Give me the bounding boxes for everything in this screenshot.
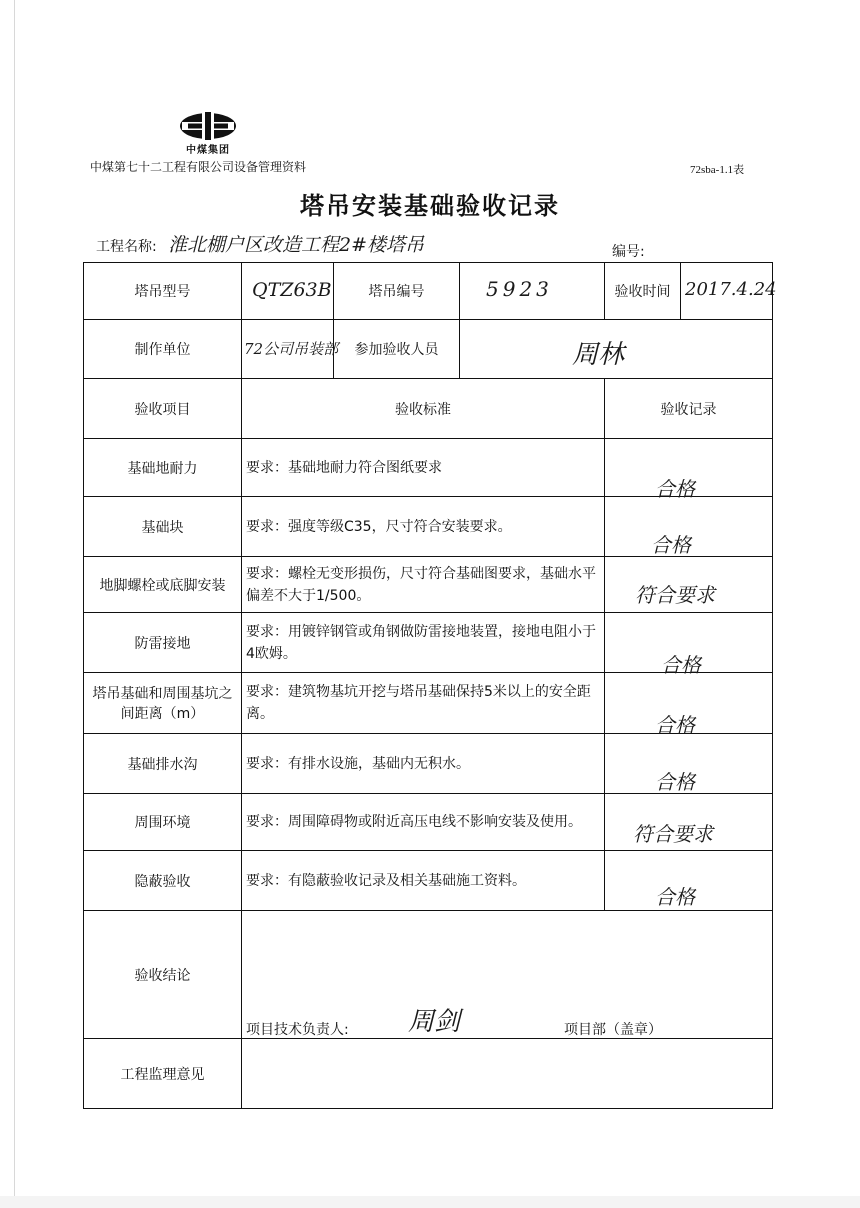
document-title: 塔吊安装基础验收记录 — [300, 192, 560, 220]
item-standard: 要求：有排水设施，基础内无积水。 — [242, 734, 605, 794]
table-row — [84, 613, 773, 673]
date-label: 验收时间 — [605, 263, 681, 320]
col-record-header: 验收记录 — [605, 379, 773, 439]
item-record: 合格 — [655, 713, 695, 737]
item-name: 基础排水沟 — [84, 734, 242, 794]
crane-number-value: 5923 — [486, 277, 553, 301]
item-name: 隐蔽验收 — [84, 851, 242, 911]
table-row — [84, 851, 773, 911]
item-name: 基础块 — [84, 497, 242, 557]
supervision-opinion — [242, 1039, 773, 1109]
item-standard: 要求：有隐蔽验收记录及相关基础施工资料。 — [242, 851, 605, 911]
conclusion-label: 验收结论 — [84, 911, 242, 1039]
col-item-header: 验收项目 — [84, 379, 242, 439]
info-row-1 — [84, 263, 773, 320]
participants-value: 周林 — [572, 340, 625, 370]
maker-label: 制作单位 — [84, 320, 242, 379]
supervision-row — [84, 1039, 773, 1109]
supervision-label: 工程监理意见 — [84, 1039, 242, 1109]
maker-value: 72公司吊装部 — [244, 340, 339, 358]
column-header-row — [84, 379, 773, 439]
model-value: QTZ63B — [252, 279, 332, 301]
info-row-2 — [84, 320, 773, 379]
item-record: 合格 — [655, 770, 695, 794]
item-standard: 要求：用镀锌钢管或角钢做防雷接地装置，接地电阻小于4欧姆。 — [242, 613, 605, 673]
form-code: 72sba-1.1表 — [690, 164, 745, 176]
item-name: 周围环境 — [84, 794, 242, 851]
item-name: 基础地耐力 — [84, 439, 242, 497]
item-record: 合格 — [651, 533, 691, 557]
table-row — [84, 734, 773, 794]
scan-edge — [14, 0, 15, 1200]
table-row — [84, 673, 773, 734]
model-label: 塔吊型号 — [84, 263, 242, 320]
department-seal-label: 项目部（盖章） — [564, 1022, 662, 1038]
item-standard: 要求：周围障碍物或附近高压电线不影响安装及使用。 — [242, 794, 605, 851]
date-value: 2017.4.24 — [685, 279, 777, 300]
item-record: 符合要求 — [635, 583, 715, 607]
item-record: 符合要求 — [633, 822, 713, 846]
tech-lead-signature: 周剑 — [408, 1007, 461, 1037]
table-row — [84, 439, 773, 497]
table-row — [84, 794, 773, 851]
project-name-value: 淮北棚户区改造工程2#楼塔吊 — [168, 234, 425, 256]
project-name-label: 工程名称: — [96, 239, 157, 255]
item-name: 地脚螺栓或底脚安装 — [84, 557, 242, 613]
item-standard: 要求：建筑物基坑开挖与塔吊基础保持5米以上的安全距离。 — [242, 673, 605, 734]
item-name: 防雷接地 — [84, 613, 242, 673]
conclusion-row — [84, 911, 773, 1039]
number-label: 编号: — [612, 244, 645, 260]
company-name: 中煤第七十二工程有限公司设备管理资料 — [90, 160, 307, 174]
participants-label: 参加验收人员 — [334, 320, 460, 379]
col-standard-header: 验收标准 — [242, 379, 605, 439]
item-standard: 要求：基础地耐力符合图纸要求 — [242, 439, 605, 497]
item-standard: 要求：螺栓无变形损伤，尺寸符合基础图要求，基础水平偏差不大于1/500。 — [242, 557, 605, 613]
item-record: 合格 — [655, 477, 695, 501]
table-row — [84, 557, 773, 613]
scan-edge-bottom — [0, 1196, 860, 1208]
crane-number-label: 塔吊编号 — [334, 263, 460, 320]
inspection-table — [83, 262, 777, 1109]
logo-caption: 中煤集团 — [186, 145, 230, 156]
item-standard: 要求：强度等级C35，尺寸符合安装要求。 — [242, 497, 605, 557]
tech-lead-label: 项目技术负责人: — [246, 1022, 349, 1038]
table-row — [84, 497, 773, 557]
item-name: 塔吊基础和周围基坑之间距离（m） — [84, 673, 242, 734]
item-record: 合格 — [661, 653, 701, 677]
item-record: 合格 — [655, 885, 695, 909]
